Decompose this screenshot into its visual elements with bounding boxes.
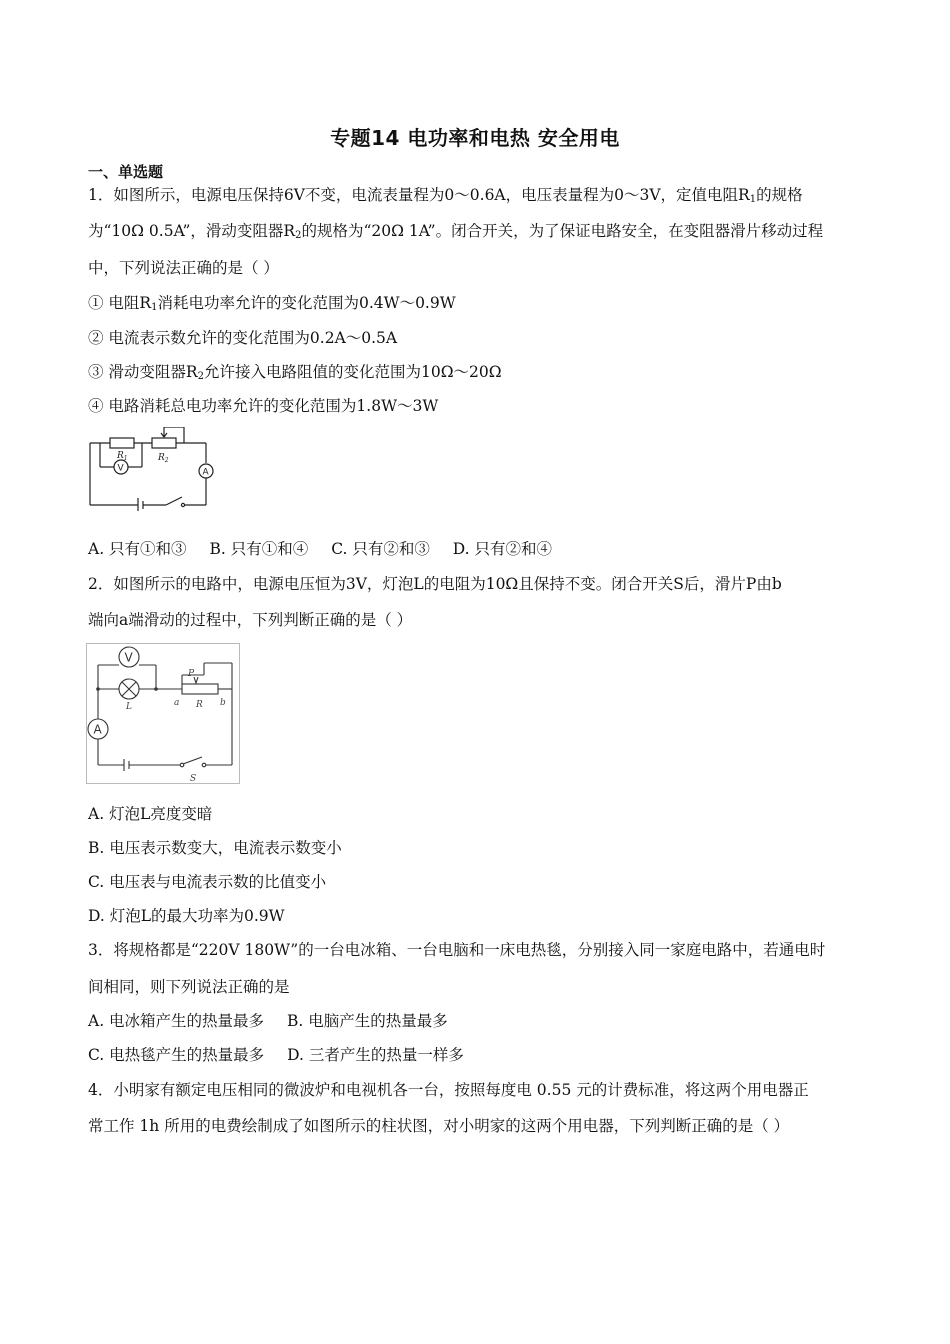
q1-option-c[interactable]: C. 只有②和③ [331, 540, 430, 558]
q1-option-a[interactable]: A. 只有①和③ [88, 540, 187, 558]
q2-fig-end-b-label: b [220, 698, 226, 708]
q2-fig-end-a-label: a [174, 698, 180, 708]
q3-option-c[interactable]: C. 电热毯产生的热量最多 [88, 1046, 265, 1064]
q2-fig-lamp-label: L [126, 702, 132, 712]
q1-statement-2: ② 电流表示数允许的变化范围为0.2A～0.5A [88, 329, 398, 347]
q2-option-c[interactable]: C. 电压表与电流表示数的比值变小 [88, 873, 327, 891]
page-title: 专题14 电功率和电热 安全用电 [330, 126, 620, 150]
q1-stem-line-2: 为“10Ω 0.5A”，滑动变阻器$R_2$的规格为“20Ω 1A”。闭合开关，为了保证电路安全，在变阻器滑片移动过程 [88, 222, 824, 241]
q1-statement-1: ① 电阻$R_1$消耗电功率允许的变化范围为0.4W～0.9W [88, 294, 456, 313]
q4-stem-line-2: 常工作 1h 所用的电费绘制成了如图所示的柱状图，对小明家的这两个用电器，下列判断正确的是（ ） [88, 1117, 790, 1135]
q1-fig-ammeter-label: A [202, 467, 209, 478]
q1-stem-line-3: 中，下列说法正确的是（ ） [88, 259, 279, 277]
q1-stem-line-1: 1．如图所示，电源电压保持6V不变，电流表量程为0～0.6A，电压表量程为0～3V，定值电阻$R_1$的规格 [88, 186, 803, 205]
q1-option-d[interactable]: D. 只有②和④ [452, 540, 553, 558]
q1-fig-r2-label: $R_2$ [158, 453, 169, 464]
q3-option-b[interactable]: B. 电脑产生的热量最多 [287, 1012, 448, 1030]
q1-options [88, 539, 868, 559]
q3-options-row-1 [88, 1011, 868, 1031]
q3-option-d[interactable]: D. 三者产生的热量一样多 [287, 1046, 464, 1064]
q1-circuit-diagram [86, 427, 218, 511]
q2-fig-rheostat-label: R [196, 700, 203, 710]
q2-fig-voltmeter-label: V [124, 650, 133, 665]
q2-option-d[interactable]: D. 灯泡L的最大功率为0.9W [88, 907, 285, 925]
q1-fig-r1-label: $R_1$ [117, 451, 128, 462]
q2-stem-line-2: 端向a端滑动的过程中，下列判断正确的是（ ） [88, 611, 413, 629]
q3-stem-line-2: 间相同，则下列说法正确的是 [88, 978, 290, 996]
q2-circuit-diagram [86, 643, 242, 785]
q1-statement-3: ③ 滑动变阻器$R_2$允许接入电路阻值的变化范围为10Ω～20Ω [88, 363, 502, 382]
q4-stem-line-1: 4．小明家有额定电压相同的微波炉和电视机各一台，按照每度电 0.55 元的计费标准，将这两个用电器正 [88, 1081, 809, 1099]
q2-option-a[interactable]: A. 灯泡L亮度变暗 [88, 805, 213, 823]
section-heading: 一、单选题 [88, 163, 164, 181]
q3-option-a[interactable]: A. 电冰箱产生的热量最多 [88, 1012, 265, 1030]
q1-option-b[interactable]: B. 只有①和④ [209, 540, 309, 558]
q1-statement-4: ④ 电路消耗总电功率允许的变化范围为1.8W～3W [88, 397, 439, 415]
q3-stem-line-1: 3．将规格都是“220V 180W”的一台电冰箱、一台电脑和一床电热毯，分别接入同一家庭电路中，若通电时 [88, 941, 826, 959]
q3-options-row-2 [88, 1045, 868, 1065]
q2-fig-switch-label: S [190, 774, 197, 784]
q2-fig-ammeter-label: A [93, 722, 102, 737]
q2-stem-line-1: 2．如图所示的电路中，电源电压恒为3V，灯泡L的电阻为10Ω且保持不变。闭合开关S后，滑片P由b [88, 575, 782, 593]
q2-fig-slider-label: P [188, 669, 195, 679]
q2-option-b[interactable]: B. 电压表示数变大，电流表示数变小 [88, 839, 342, 857]
q1-fig-voltmeter-label: V [117, 463, 124, 474]
